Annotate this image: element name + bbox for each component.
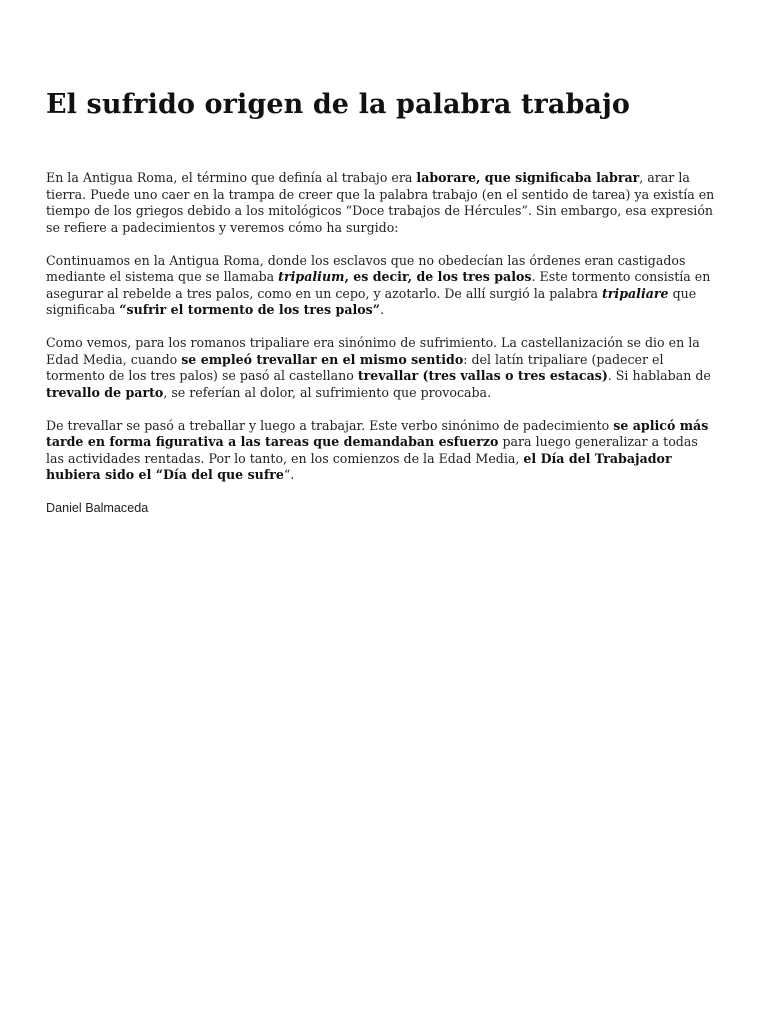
paragraph: [46, 253, 718, 319]
bold-text: “sufrir el tormento de los tres palos”: [119, 302, 380, 317]
bold-text: se aplicó más tarde en forma figurativa a las tareas que demandaban esfuerzo: [46, 417, 709, 449]
emphasis-text: tripaliare: [601, 285, 669, 301]
text-run: para luego generalizar a todas las actividades rentadas. Por lo tanto, en los comienzos de la Edad Media,: [46, 434, 698, 466]
bold-text: laborare, que significaba labrar: [416, 170, 640, 185]
text-run: “.: [283, 467, 295, 482]
author-signature: Daniel Balmaceda: [46, 501, 149, 515]
document-body: [46, 170, 718, 484]
emphasis-text: tripalium: [278, 269, 345, 284]
document-page: [46, 88, 718, 517]
text-run: .: [380, 302, 385, 317]
text-run: que significaba: [46, 285, 697, 317]
paragraph: [46, 170, 718, 236]
bold-text: , es decir, de los tres palos: [344, 269, 532, 284]
bold-italic-text: [602, 286, 669, 301]
text-run: En la Antigua Roma, el término que definía al trabajo era: [46, 170, 417, 185]
bold-text: se empleó trevallar en el mismo sentido: [181, 351, 464, 367]
text-run: . Si hablaban de: [607, 368, 711, 383]
text-run: Como vemos, para los romanos tripaliare era sinónimo de sufrimiento. La castellanización se dio en la Edad Media, cuando: [46, 335, 700, 367]
bold-text: el Día del Trabajador hubiera sido el “Día del que sufre: [46, 450, 672, 482]
text-run: De trevallar se pasó a treballar y luego a trabajar. Este verbo sinónimo de padecimiento: [46, 417, 614, 433]
text-run: , se referían al dolor, al sufrimiento que provocaba.: [163, 384, 492, 400]
paragraph: [46, 418, 718, 484]
text-run: Continuamos en la Antigua Roma, donde los esclavos que no obedecían las órdenes eran castigados mediante el sistema que se llamaba: [46, 252, 686, 284]
text-run: : del latín tripaliare (padecer el tormento de los tres palos) se pasó al castellano: [46, 351, 664, 383]
text-run: . Este tormento consistía en asegurar al rebelde a tres palos, como en un cepo, y azotarlo. De allí surgió la palabra: [46, 269, 711, 301]
bold-text: trevallo de parto: [46, 384, 164, 400]
document-title: El sufrido origen de la palabra trabajo: [46, 89, 631, 120]
bold-text: trevallar (tres vallas o tres estacas): [357, 368, 608, 383]
bold-italic-text: [278, 269, 344, 284]
text-run: , arar la tierra. Puede uno caer en la trampa de creer que la palabra trabajo (en el sentido de tarea) ya existía en tiempo de los griegos debido a los mitológicos “Doce trabajos de Hércules”. Sin embargo, esa expresión se refiere a padecimientos y veremos cómo ha surgido:: [46, 170, 715, 235]
paragraph: [46, 335, 718, 401]
